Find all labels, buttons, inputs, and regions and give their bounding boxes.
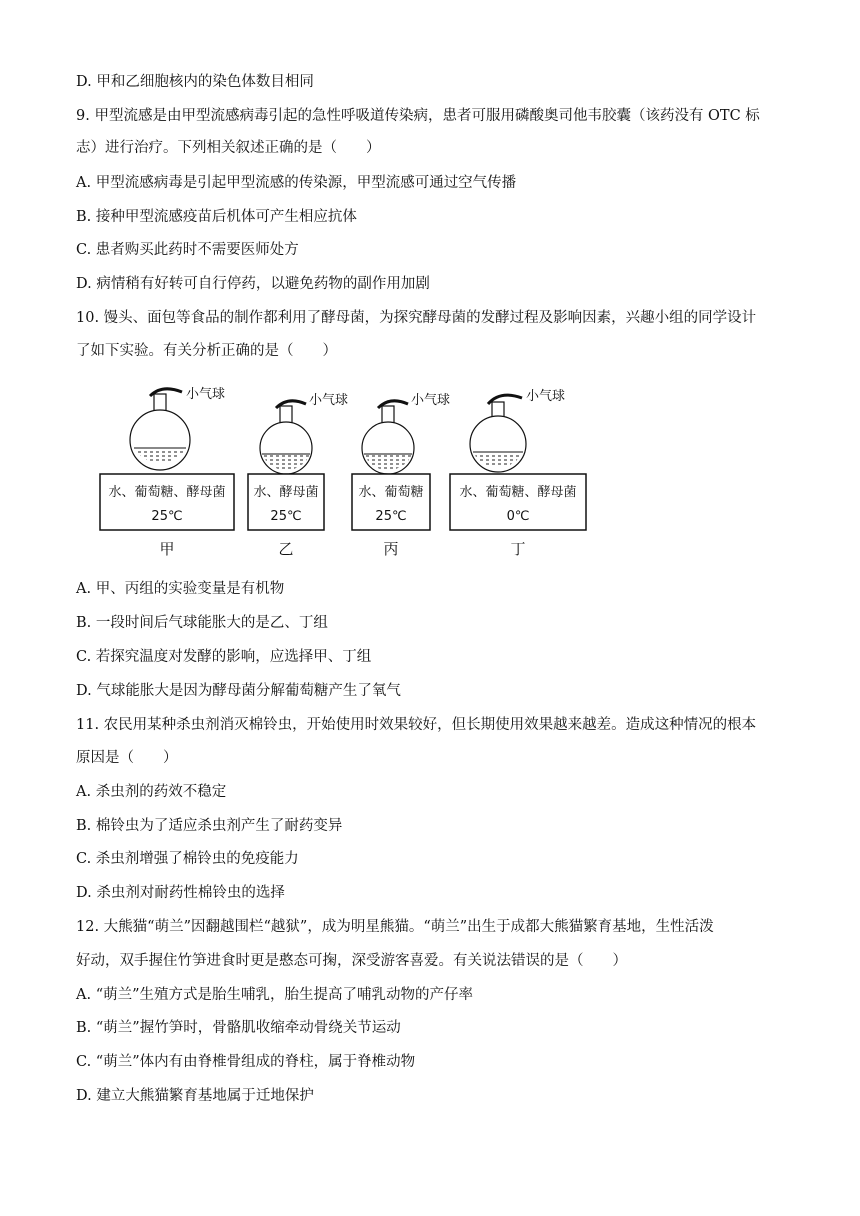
q12-option-d: D. 建立大熊猫繁育基地属于迁地保护 [76,1088,314,1104]
q10-stem-line2: 了如下实验。有关分析正确的是（ ） [76,343,337,359]
flask-4-temp: 0℃ [506,509,530,524]
q12-stem-line2: 好动，双手握住竹笋进食时更是憨态可掬，深受游客喜爱。有关说法错误的是（ ） [76,953,627,969]
balloon-label-2: 小气球 [309,393,349,408]
q9-stem-line2: 志）进行治疗。下列相关叙述正确的是（ ） [76,140,381,156]
q9-stem-line1: 9. 甲型流感是由甲型流感病毒引起的急性呼吸道传染病，患者可服用磷酸奥司他韦胶囊（该药没有 OTC 标 [76,108,760,124]
q12-stem-line1: 12. 大熊猫“萌兰”因翻越围栏“越狱”，成为明星熊猫。“萌兰”出生于成都大熊猫繁育基地，生性活泼 [76,919,714,935]
q10-stem-line1: 10. 馒头、面包等食品的制作都利用了酵母菌，为探究酵母菌的发酵过程及影响因素，兴趣小组的同学设计 [76,310,757,326]
flask-1-caption: 甲 [159,540,175,558]
flask-4-contents: 水、葡萄糖、酵母菌 [459,485,577,500]
q11-option-a: A. 杀虫剂的药效不稳定 [76,784,227,800]
flask-2-temp: 25℃ [270,509,302,524]
q11-stem-line1: 11. 农民用某种杀虫剂消灭棉铃虫，开始使用时效果较好，但长期使用效果越来越差。造成这种情况的根本 [76,717,757,733]
flask-4-caption: 丁 [510,540,526,558]
q11-option-d: D. 杀虫剂对耐药性棉铃虫的选择 [76,885,285,901]
q12-option-a: A. “萌兰”生殖方式是胎生哺乳，胎生提高了哺乳动物的产仔率 [76,987,474,1003]
q12-option-c: C. “萌兰”体内有由脊椎骨组成的脊柱，属于脊椎动物 [76,1054,416,1070]
q10-option-d: D. 气球能胀大是因为酵母菌分解葡萄糖产生了氧气 [76,683,401,699]
q11-stem-line2: 原因是（ ） [76,750,178,766]
flask-2-caption: 乙 [278,540,294,558]
q9-option-c: C. 患者购买此药时不需要医师处方 [76,242,299,258]
q11-option-c: C. 杀虫剂增强了棉铃虫的免疫能力 [76,851,299,867]
flask-2 [248,392,348,558]
flask-1 [100,386,234,558]
flask-diagram [90,378,590,560]
balloon-label-3: 小气球 [411,393,451,408]
q10-option-a: A. 甲、丙组的实验变量是有机物 [76,581,285,597]
flask-3-caption: 丙 [383,540,399,558]
balloon-label-4: 小气球 [526,389,566,404]
flask-2-contents: 水、酵母菌 [253,485,319,500]
q11-option-b: B. 棉铃虫为了适应杀虫剂产生了耐药变异 [76,818,343,834]
balloon-label-1: 小气球 [186,387,226,402]
flask-3-temp: 25℃ [375,509,407,524]
q9-option-a: A. 甲型流感病毒是引起甲型流感的传染源，甲型流感可通过空气传播 [76,175,517,191]
flask-1-contents: 水、葡萄糖、酵母菌 [108,485,226,500]
q9-option-b: B. 接种甲型流感疫苗后机体可产生相应抗体 [76,209,357,225]
q10-option-b: B. 一段时间后气球能胀大的是乙、丁组 [76,615,328,631]
q9-option-d: D. 病情稍有好转可自行停药，以避免药物的副作用加剧 [76,276,430,292]
q12-option-b: B. “萌兰”握竹笋时，骨骼肌收缩牵动骨绕关节运动 [76,1020,401,1036]
q10-option-c: C. 若探究温度对发酵的影响，应选择甲、丁组 [76,649,372,665]
flask-4 [450,388,586,558]
flask-3 [352,392,450,558]
experiment-figure [90,378,590,560]
option-d-previous: D. 甲和乙细胞核内的染色体数目相同 [76,74,314,90]
flask-1-temp: 25℃ [151,509,183,524]
flask-3-contents: 水、葡萄糖 [358,485,424,500]
